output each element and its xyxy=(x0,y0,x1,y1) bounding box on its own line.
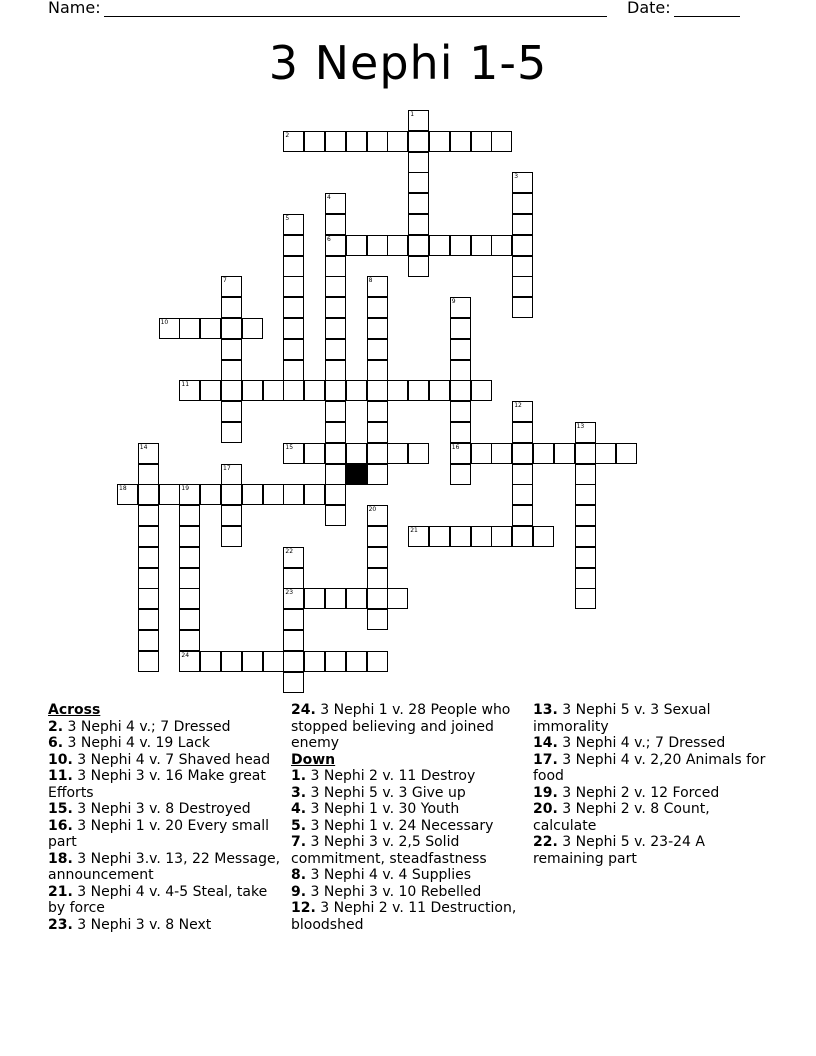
clue-number: 2 xyxy=(285,131,290,139)
grid-cell[interactable] xyxy=(367,318,388,339)
grid-cell[interactable] xyxy=(575,588,596,609)
clue-text: 3 Nephi 4 v.; 7 Dressed xyxy=(557,735,726,751)
section-heading: Across xyxy=(48,702,101,718)
clue-number-label: 5. xyxy=(291,817,307,834)
clue-number-label: 24. xyxy=(291,702,316,718)
clue-item xyxy=(291,867,527,884)
clue-text: 3 Nephi 3 v. 8 Next xyxy=(72,916,212,933)
grid-cell[interactable] xyxy=(179,380,200,401)
clue-number-label: 14. xyxy=(533,735,558,751)
grid-cell[interactable] xyxy=(575,505,596,526)
grid-cell[interactable] xyxy=(138,630,159,651)
grid-cell[interactable] xyxy=(387,588,408,609)
grid-cell[interactable] xyxy=(283,339,304,360)
grid-cell[interactable] xyxy=(512,172,533,193)
grid-cell[interactable] xyxy=(325,505,346,526)
grid-cell[interactable] xyxy=(367,235,388,256)
grid-cell[interactable] xyxy=(367,380,388,401)
clue-number: 5 xyxy=(285,215,290,222)
grid-cell[interactable] xyxy=(221,360,242,381)
grid-cell[interactable] xyxy=(221,339,242,360)
clue-text: 3 Nephi 5 v. 3 Sexual immorality xyxy=(533,702,711,735)
grid-cell[interactable] xyxy=(387,380,408,401)
clue-number-label: 8. xyxy=(291,867,307,883)
grid-cell[interactable] xyxy=(408,172,429,193)
clue-text: 3 Nephi 1 v. 20 Every small part xyxy=(48,817,270,850)
grid-cell[interactable] xyxy=(575,547,596,568)
grid-cell[interactable] xyxy=(283,547,304,568)
grid-cell[interactable] xyxy=(429,526,450,547)
clues-column-1 xyxy=(48,702,284,933)
grid-cell[interactable] xyxy=(450,297,471,318)
grid-cell[interactable] xyxy=(263,651,284,672)
grid-cell[interactable] xyxy=(221,422,242,443)
clue-text: 3 Nephi 2 v. 11 Destroy xyxy=(306,768,476,784)
grid-cell[interactable] xyxy=(408,526,429,547)
clue-text: 3 Nephi 3 v. 10 Rebelled xyxy=(306,883,482,900)
grid-cell[interactable] xyxy=(346,380,367,401)
grid-cell[interactable] xyxy=(346,443,367,464)
clue-item xyxy=(48,719,284,736)
grid-cell[interactable] xyxy=(325,464,346,485)
clue-item xyxy=(533,702,769,735)
grid-cell[interactable] xyxy=(367,505,388,526)
grid-cell[interactable] xyxy=(450,339,471,360)
grid-cell[interactable] xyxy=(491,443,512,464)
clue-text: 3 Nephi 4 v. 2,20 Animals for food xyxy=(533,751,766,784)
clue-text: 3 Nephi 3.v. 13, 22 Message, announcement xyxy=(48,850,281,883)
clue-number: 24 xyxy=(181,651,190,659)
grid-cell[interactable] xyxy=(283,131,304,152)
grid-cell[interactable] xyxy=(325,484,346,505)
grid-cell[interactable] xyxy=(283,380,304,401)
clue-item xyxy=(533,834,769,867)
grid-cell[interactable] xyxy=(221,380,242,401)
clue-item xyxy=(291,801,527,818)
grid-cell[interactable] xyxy=(408,256,429,277)
clue-number: 14 xyxy=(139,443,148,451)
clue-number: 22 xyxy=(285,547,294,555)
grid-cell[interactable] xyxy=(367,422,388,443)
grid-cell[interactable] xyxy=(221,276,242,297)
grid-cell[interactable] xyxy=(138,588,159,609)
clue-item xyxy=(48,768,284,801)
grid-cell[interactable] xyxy=(616,443,637,464)
clue-number-label: 22. xyxy=(533,834,558,850)
clue-number-label: 11. xyxy=(48,768,73,784)
clue-item xyxy=(48,818,284,851)
clue-number-label: 12. xyxy=(291,900,316,916)
clue-item xyxy=(291,884,527,901)
grid-cell[interactable] xyxy=(512,256,533,277)
clue-item xyxy=(291,834,527,867)
clue-item xyxy=(533,801,769,834)
grid-cell[interactable] xyxy=(512,443,533,464)
clue-number-label: 20. xyxy=(533,801,558,817)
grid-cell[interactable] xyxy=(304,651,325,672)
grid-cell[interactable] xyxy=(221,318,242,339)
grid-cell[interactable] xyxy=(221,526,242,547)
clue-number-label: 15. xyxy=(48,801,73,817)
grid-cell[interactable] xyxy=(159,318,180,339)
grid-cell[interactable] xyxy=(575,443,596,464)
grid-cell[interactable] xyxy=(325,401,346,422)
grid-cell[interactable] xyxy=(471,235,492,256)
clue-number-label: 2. xyxy=(48,718,64,735)
grid-cell[interactable] xyxy=(325,256,346,277)
grid-cell[interactable] xyxy=(304,380,325,401)
clue-item xyxy=(291,818,527,835)
grid-cell[interactable] xyxy=(471,443,492,464)
grid-cell[interactable] xyxy=(179,588,200,609)
clue-number-label: 23. xyxy=(48,916,73,933)
clue-number-label: 10. xyxy=(48,751,73,768)
grid-cell[interactable] xyxy=(346,235,367,256)
grid-cell[interactable] xyxy=(512,297,533,318)
grid-cell[interactable] xyxy=(367,360,388,381)
grid-cell[interactable] xyxy=(283,484,304,505)
grid-cell[interactable] xyxy=(595,443,616,464)
grid-cell[interactable] xyxy=(325,443,346,464)
grid-cell[interactable] xyxy=(575,464,596,485)
grid-cell[interactable] xyxy=(533,526,554,547)
grid-cell[interactable] xyxy=(491,526,512,547)
name-label: Name: xyxy=(48,0,101,17)
clue-item xyxy=(291,702,527,752)
clue-text: 3 Nephi 5 v. 23-24 A remaining part xyxy=(533,834,705,867)
grid-cell[interactable] xyxy=(200,484,221,505)
clue-number: 6 xyxy=(327,235,331,243)
grid-cell[interactable] xyxy=(367,547,388,568)
grid-cell[interactable] xyxy=(283,588,304,609)
grid-cell[interactable] xyxy=(263,484,284,505)
grid-cell[interactable] xyxy=(325,235,346,256)
grid-cell[interactable] xyxy=(242,484,263,505)
grid-cell[interactable] xyxy=(242,380,263,401)
grid-cell[interactable] xyxy=(221,505,242,526)
clue-item xyxy=(48,801,284,818)
clue-text: 3 Nephi 4 v. 7 Shaved head xyxy=(72,751,271,768)
clue-number: 16 xyxy=(451,443,460,451)
grid-cell[interactable] xyxy=(450,318,471,339)
grid-cell[interactable] xyxy=(283,276,304,297)
clue-number-label: 6. xyxy=(48,735,64,751)
clue-number-label: 7. xyxy=(291,834,307,850)
clue-number: 13 xyxy=(576,423,585,430)
grid-cell[interactable] xyxy=(304,588,325,609)
grid-cell[interactable] xyxy=(387,443,408,464)
grid-cell[interactable] xyxy=(450,380,471,401)
clue-number: 23 xyxy=(285,589,294,597)
clue-text: 3 Nephi 1 v. 24 Necessary xyxy=(306,817,494,834)
date-label: Date: xyxy=(627,0,671,17)
grid-cell[interactable] xyxy=(283,297,304,318)
grid-cell[interactable] xyxy=(325,360,346,381)
grid-cell[interactable] xyxy=(367,443,388,464)
grid-cell[interactable] xyxy=(512,526,533,547)
grid-cell[interactable] xyxy=(575,568,596,589)
clue-number: 17 xyxy=(223,464,231,472)
grid-cell[interactable] xyxy=(512,235,533,256)
grid-cell[interactable] xyxy=(159,484,180,505)
grid-cell[interactable] xyxy=(408,443,429,464)
grid-cell[interactable] xyxy=(283,568,304,589)
grid-cell[interactable] xyxy=(179,526,200,547)
clue-item xyxy=(291,900,527,933)
grid-cell[interactable] xyxy=(325,588,346,609)
clue-number: 18 xyxy=(119,485,127,493)
grid-cell[interactable] xyxy=(575,422,596,443)
grid-cell[interactable] xyxy=(221,484,242,505)
grid-cell[interactable] xyxy=(533,443,554,464)
grid-cell[interactable] xyxy=(367,568,388,589)
grid-cell[interactable] xyxy=(408,110,429,131)
grid-cell[interactable] xyxy=(179,318,200,339)
clues-column-2 xyxy=(291,702,527,933)
grid-cell[interactable] xyxy=(471,131,492,152)
grid-cell[interactable] xyxy=(283,651,304,672)
clues-column-3 xyxy=(533,702,769,867)
clue-number: 1 xyxy=(410,111,415,118)
clue-number: 20 xyxy=(368,506,377,514)
grid-cell[interactable] xyxy=(408,193,429,214)
clue-item xyxy=(48,735,284,752)
grid-cell[interactable] xyxy=(408,380,429,401)
grid-cell[interactable] xyxy=(283,672,304,693)
grid-cell[interactable] xyxy=(325,318,346,339)
clue-text: 3 Nephi 3 v. 8 Destroyed xyxy=(72,801,251,817)
grid-cell[interactable] xyxy=(325,422,346,443)
grid-cell[interactable] xyxy=(283,630,304,651)
clue-item xyxy=(291,768,527,785)
clue-number-label: 21. xyxy=(48,883,73,900)
grid-cell[interactable] xyxy=(221,651,242,672)
grid-cell[interactable] xyxy=(138,609,159,630)
grid-cell[interactable] xyxy=(179,484,200,505)
grid-cell[interactable] xyxy=(408,131,429,152)
grid-cell[interactable] xyxy=(138,443,159,464)
grid-cell[interactable] xyxy=(429,131,450,152)
grid-cell[interactable] xyxy=(512,484,533,505)
grid-cell[interactable] xyxy=(450,131,471,152)
black-square xyxy=(346,464,367,485)
grid-cell[interactable] xyxy=(283,235,304,256)
grid-cell[interactable] xyxy=(450,443,471,464)
clue-text: 3 Nephi 4 v. 19 Lack xyxy=(63,735,210,751)
clue-text: 3 Nephi 1 v. 28 People who stopped believing and joined enemy xyxy=(291,702,511,751)
grid-cell[interactable] xyxy=(283,360,304,381)
clue-number: 19 xyxy=(181,485,190,493)
grid-cell[interactable] xyxy=(512,464,533,485)
clue-text: 3 Nephi 4 v. 4 Supplies xyxy=(306,867,472,883)
grid-cell[interactable] xyxy=(429,380,450,401)
grid-cell[interactable] xyxy=(138,568,159,589)
grid-cell[interactable] xyxy=(263,380,284,401)
clue-number: 15 xyxy=(285,443,294,451)
grid-cell[interactable] xyxy=(367,131,388,152)
grid-cell[interactable] xyxy=(304,131,325,152)
grid-cell[interactable] xyxy=(283,318,304,339)
clue-number-label: 3. xyxy=(291,784,307,801)
grid-cell[interactable] xyxy=(200,318,221,339)
grid-cell[interactable] xyxy=(512,214,533,235)
grid-cell[interactable] xyxy=(325,297,346,318)
clue-text: 3 Nephi 3 v. 16 Make great Efforts xyxy=(48,768,266,801)
grid-cell[interactable] xyxy=(512,422,533,443)
grid-cell[interactable] xyxy=(346,131,367,152)
clue-text: 3 Nephi 2 v. 11 Destruction, bloodshed xyxy=(291,900,517,933)
grid-cell[interactable] xyxy=(221,297,242,318)
clue-text: 3 Nephi 1 v. 30 Youth xyxy=(306,801,460,817)
grid-cell[interactable] xyxy=(138,651,159,672)
grid-cell[interactable] xyxy=(138,484,159,505)
grid-cell[interactable] xyxy=(367,588,388,609)
clue-number-label: 13. xyxy=(533,702,558,718)
clue-number: 10 xyxy=(160,319,169,326)
grid-cell[interactable] xyxy=(346,588,367,609)
grid-cell[interactable] xyxy=(304,484,325,505)
grid-cell[interactable] xyxy=(408,152,429,173)
grid-cell[interactable] xyxy=(179,630,200,651)
grid-cell[interactable] xyxy=(304,443,325,464)
clue-number-label: 9. xyxy=(291,883,307,900)
grid-cell[interactable] xyxy=(283,214,304,235)
grid-cell[interactable] xyxy=(367,609,388,630)
grid-cell[interactable] xyxy=(283,443,304,464)
clue-number-label: 18. xyxy=(48,850,73,867)
clue-item xyxy=(48,884,284,917)
grid-cell[interactable] xyxy=(138,526,159,547)
grid-cell[interactable] xyxy=(221,401,242,422)
clue-number: 9 xyxy=(451,298,456,306)
grid-cell[interactable] xyxy=(387,235,408,256)
grid-cell[interactable] xyxy=(512,401,533,422)
grid-cell[interactable] xyxy=(325,339,346,360)
grid-cell[interactable] xyxy=(283,256,304,277)
grid-cell[interactable] xyxy=(367,276,388,297)
grid-cell[interactable] xyxy=(325,131,346,152)
clue-text: 3 Nephi 2 v. 12 Forced xyxy=(557,784,720,801)
clue-number: 4 xyxy=(327,194,331,202)
clue-text: 3 Nephi 3 v. 2,5 Solid commitment, steadfastness xyxy=(291,834,487,867)
clue-number-label: 17. xyxy=(533,751,558,768)
grid-cell[interactable] xyxy=(387,131,408,152)
clue-item xyxy=(48,851,284,884)
grid-cell[interactable] xyxy=(408,214,429,235)
grid-cell[interactable] xyxy=(367,526,388,547)
grid-cell[interactable] xyxy=(283,609,304,630)
grid-cell[interactable] xyxy=(325,651,346,672)
grid-cell[interactable] xyxy=(367,464,388,485)
clue-text: 3 Nephi 4 v.; 7 Dressed xyxy=(63,718,231,735)
grid-cell[interactable] xyxy=(450,360,471,381)
grid-cell[interactable] xyxy=(117,484,138,505)
grid-cell[interactable] xyxy=(450,422,471,443)
grid-cell[interactable] xyxy=(491,131,512,152)
grid-cell[interactable] xyxy=(325,276,346,297)
grid-cell[interactable] xyxy=(450,526,471,547)
clue-text: 3 Nephi 5 v. 3 Give up xyxy=(306,784,466,801)
clue-number: 3 xyxy=(514,173,519,181)
grid-cell[interactable] xyxy=(325,193,346,214)
clue-number: 21 xyxy=(410,527,418,534)
clue-item xyxy=(48,752,284,769)
grid-cell[interactable] xyxy=(450,235,471,256)
grid-cell[interactable] xyxy=(450,464,471,485)
grid-cell[interactable] xyxy=(179,651,200,672)
clue-number-label: 4. xyxy=(291,801,307,817)
grid-cell[interactable] xyxy=(367,297,388,318)
grid-cell[interactable] xyxy=(221,464,242,485)
clue-item xyxy=(533,735,769,752)
grid-cell[interactable] xyxy=(554,443,575,464)
grid-cell[interactable] xyxy=(346,651,367,672)
grid-cell[interactable] xyxy=(179,568,200,589)
clue-number-label: 16. xyxy=(48,817,73,834)
grid-cell[interactable] xyxy=(575,484,596,505)
grid-cell[interactable] xyxy=(179,547,200,568)
clue-number-label: 1. xyxy=(291,768,307,784)
grid-cell[interactable] xyxy=(242,651,263,672)
clue-item xyxy=(533,752,769,785)
grid-cell[interactable] xyxy=(367,339,388,360)
grid-cell[interactable] xyxy=(242,318,263,339)
grid-cell[interactable] xyxy=(471,526,492,547)
grid-cell[interactable] xyxy=(325,214,346,235)
grid-cell[interactable] xyxy=(138,464,159,485)
page-title: 3 Nephi 1-5 xyxy=(268,36,548,90)
clue-item xyxy=(533,785,769,802)
clue-text: 3 Nephi 4 v. 4-5 Steal, take by force xyxy=(48,883,268,916)
clue-number: 7 xyxy=(223,277,227,285)
grid-cell[interactable] xyxy=(367,651,388,672)
clue-number: 12 xyxy=(514,402,522,410)
grid-cell[interactable] xyxy=(179,505,200,526)
grid-cell[interactable] xyxy=(512,193,533,214)
grid-cell[interactable] xyxy=(325,380,346,401)
section-heading: Down xyxy=(291,751,336,768)
clue-number: 11 xyxy=(181,381,190,389)
grid-cell[interactable] xyxy=(450,401,471,422)
grid-cell[interactable] xyxy=(429,235,450,256)
clue-item xyxy=(291,785,527,802)
clue-item xyxy=(48,917,284,934)
grid-cell[interactable] xyxy=(138,505,159,526)
grid-cell[interactable] xyxy=(367,401,388,422)
grid-cell[interactable] xyxy=(200,380,221,401)
clue-number: 8 xyxy=(368,277,373,285)
grid-cell[interactable] xyxy=(575,526,596,547)
grid-cell[interactable] xyxy=(200,651,221,672)
grid-cell[interactable] xyxy=(491,235,512,256)
grid-cell[interactable] xyxy=(512,505,533,526)
grid-cell[interactable] xyxy=(179,609,200,630)
clue-text: 3 Nephi 2 v. 8 Count, calculate xyxy=(533,801,710,834)
grid-cell[interactable] xyxy=(512,276,533,297)
clue-number-label: 19. xyxy=(533,784,558,801)
grid-cell[interactable] xyxy=(471,380,492,401)
grid-cell[interactable] xyxy=(408,235,429,256)
grid-cell[interactable] xyxy=(138,547,159,568)
